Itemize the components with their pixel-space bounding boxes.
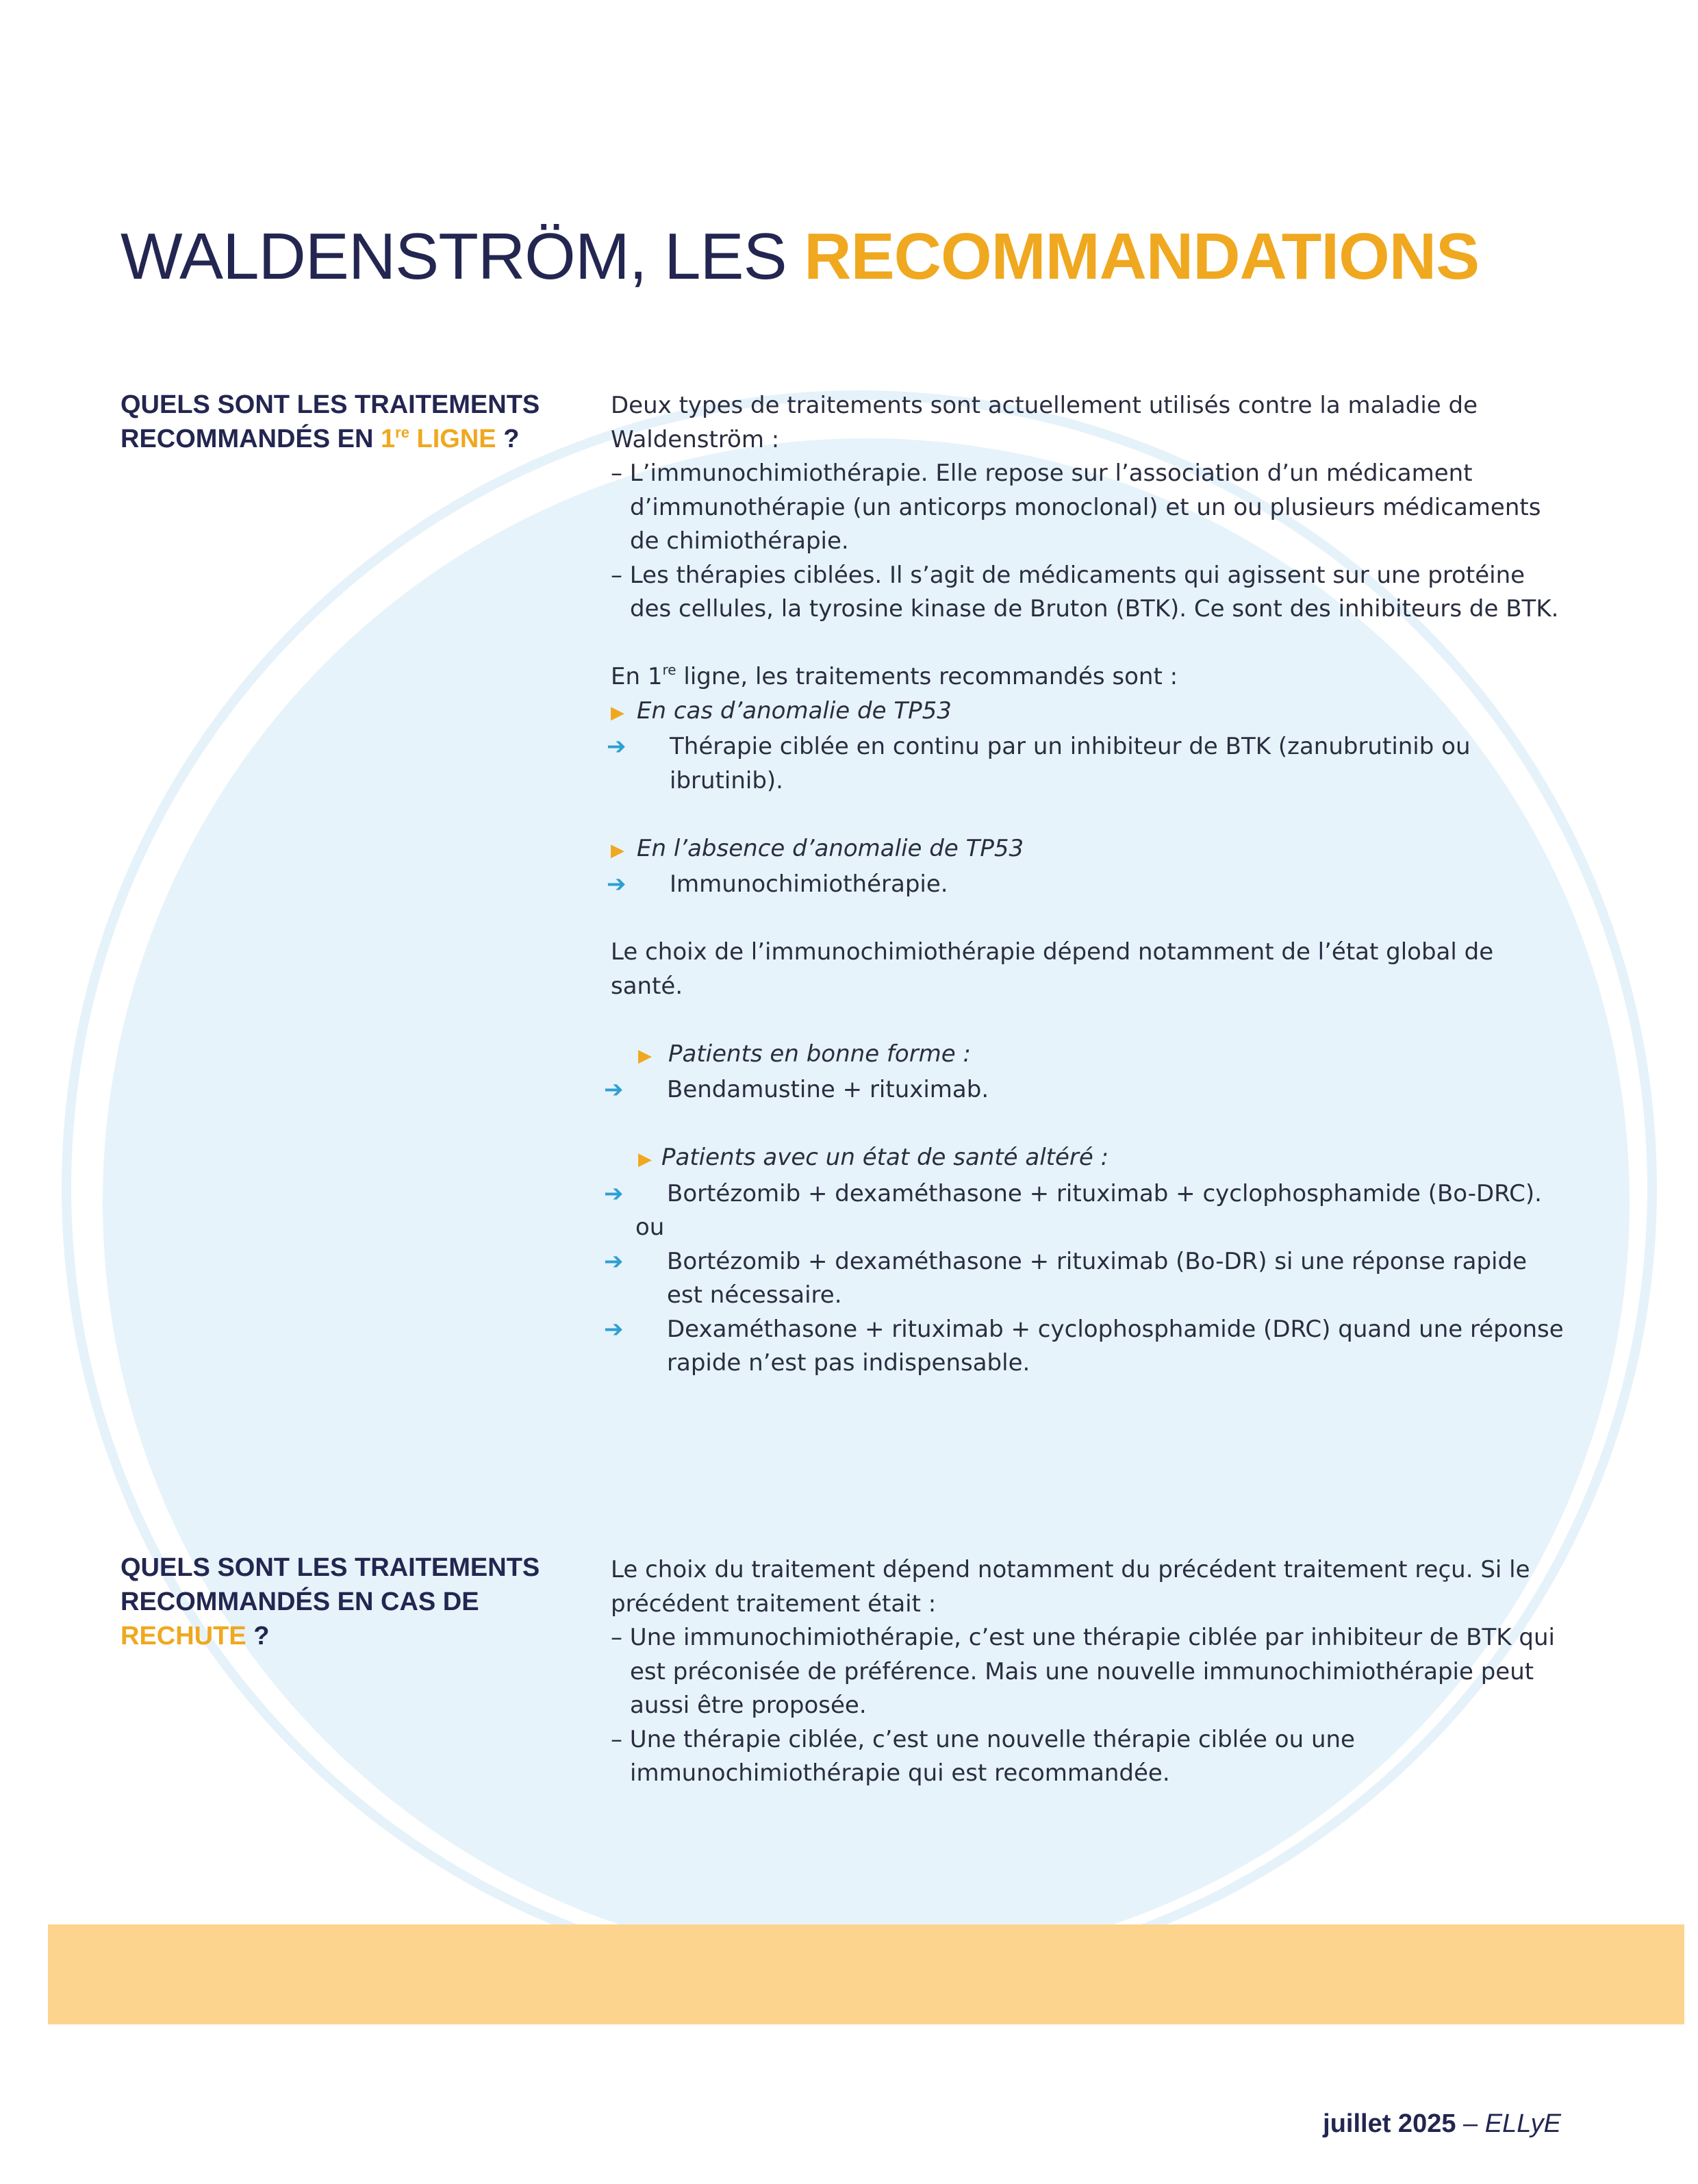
footer-band [48, 1924, 1684, 2024]
treatment-type-item: – Les thérapies ciblées. Il s’agit de médicaments qui agissent sur une protéine des cellules, la tyrosine kinase de Bruton (BTK). Ce sont des inhibiteurs de BTK. [611, 561, 1559, 623]
section1-question-line1: QUELS SONT LES TRAITEMENTS [121, 390, 540, 419]
section1-intro: Deux types de traitements sont actuellement utilisés contre la maladie de Waldenström : [611, 392, 1478, 453]
triangle-bullet-icon: ▶ [611, 840, 624, 861]
case2-item: ➔ Immunochimiothérapie. [611, 868, 1569, 902]
case2-label: ▶ En l’absence d’anomalie de TP53 [611, 832, 1569, 868]
triangle-bullet-icon: ▶ [638, 1149, 652, 1170]
section1-body [604, 389, 1569, 1381]
arrow-right-icon: ➔ [607, 870, 626, 898]
first-line-intro: En 1re ligne, les traitements recommandés sont : [611, 662, 1178, 690]
choice-text: Le choix de l’immunochimiothérapie dépend notamment de l’état global de santé. [611, 938, 1494, 1000]
arrow-right-icon: ➔ [604, 1315, 624, 1343]
title-accent: RECOMMANDATIONS [804, 220, 1480, 293]
relapse-item: – Une thérapie ciblée, c’est une nouvelle thérapie ciblée ou une immunochimiothérapie qui est recommandée. [611, 1725, 1355, 1787]
treatment-type-item: – L’immunochimiothérapie. Elle repose sur l’association d’un médicament d’immunothérapie (un anticorps monoclonal) et un ou plusieurs médicaments de chimiothérapie. [611, 460, 1541, 555]
section2-intro: Le choix du traitement dépend notamment du précédent traitement reçu. Si le précédent traitement était : [611, 1556, 1530, 1618]
title-main: WALDENSTRÖM, LES [121, 220, 804, 293]
footer-org: ELLyE [1484, 2109, 1561, 2138]
triangle-bullet-icon: ▶ [611, 702, 624, 723]
group2-item: ➔ Bortézomib + dexaméthasone + rituximab (Bo-DR) si une réponse rapide est nécessaire. [611, 1245, 1569, 1313]
group1-label: ▶ Patients en bonne forme : [611, 1038, 1569, 1074]
group2-or: ou [635, 1214, 665, 1241]
relapse-item: – Une immunochimiothérapie, c’est une thérapie ciblée par inhibiteur de BTK qui est préconisée de préférence. Mais une nouvelle immunochimiothérapie peut aussi être proposée. [611, 1624, 1555, 1719]
section2-question-line2: RECOMMANDÉS EN CAS DE [121, 1587, 479, 1616]
group2-item: ➔ Dexaméthasone + rituximab + cyclophosphamide (DRC) quand une réponse rapide n’est pas indispensable. [611, 1313, 1569, 1381]
section2-question-line1: QUELS SONT LES TRAITEMENTS [121, 1553, 540, 1582]
case1-label: ▶ En cas d’anomalie de TP53 [611, 694, 1569, 731]
arrow-right-icon: ➔ [604, 1247, 624, 1275]
arrow-right-icon: ➔ [604, 1076, 624, 1103]
section2-question-line3: RECHUTE ? [121, 1622, 270, 1650]
footer [1323, 2109, 1561, 2139]
section1-question [121, 388, 572, 456]
group2-label: ▶ Patients avec un état de santé altéré : [611, 1141, 1569, 1177]
triangle-bullet-icon: ▶ [638, 1045, 652, 1066]
section1-question-line2: RECOMMANDÉS EN 1re LIGNE ? [121, 424, 520, 453]
arrow-right-icon: ➔ [604, 1179, 624, 1207]
section2-body [611, 1553, 1569, 1791]
arrow-right-icon: ➔ [607, 733, 626, 760]
footer-separator: – [1456, 2109, 1485, 2138]
case1-item: ➔ Thérapie ciblée en continu par un inhibiteur de BTK (zanubrutinib ou ibrutinib). [611, 730, 1569, 798]
section2-question [121, 1551, 572, 1653]
group2-item: ➔ Bortézomib + dexaméthasone + rituximab + cyclophosphamide (Bo-DRC). [611, 1177, 1569, 1212]
footer-date: juillet 2025 [1323, 2109, 1456, 2138]
group1-item: ➔ Bendamustine + rituximab. [611, 1073, 1569, 1107]
page-title [121, 219, 1479, 294]
